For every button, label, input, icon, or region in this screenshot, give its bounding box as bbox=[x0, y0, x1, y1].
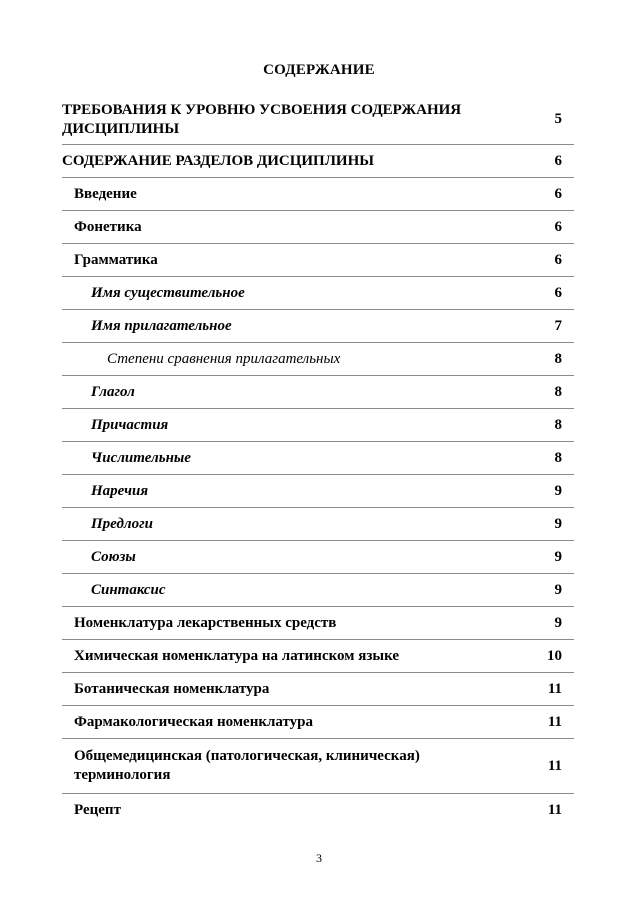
toc-entry-label: Союзы bbox=[91, 548, 136, 565]
toc-entry[interactable] bbox=[62, 673, 574, 706]
toc-entry-page: 11 bbox=[547, 713, 562, 730]
toc-entry-label: Числительные bbox=[91, 449, 191, 466]
toc-entry[interactable] bbox=[62, 277, 574, 310]
toc-entry-page: 11 bbox=[547, 757, 562, 774]
toc-entry-page: 8 bbox=[554, 416, 562, 433]
table-of-contents bbox=[62, 95, 574, 827]
toc-entry-label: Причастия bbox=[91, 416, 169, 433]
toc-entry[interactable] bbox=[62, 442, 574, 475]
toc-entry-page: 9 bbox=[554, 482, 562, 499]
toc-entry-page: 8 bbox=[554, 350, 562, 367]
toc-entry-label: Фонетика bbox=[74, 218, 142, 235]
toc-entry-page: 8 bbox=[554, 449, 562, 466]
toc-entry-page: 10 bbox=[547, 647, 562, 664]
toc-entry-label: Степени сравнения прилагательных bbox=[107, 350, 341, 367]
toc-entry-page: 8 bbox=[554, 383, 562, 400]
toc-entry-label: Грамматика bbox=[74, 251, 158, 268]
toc-entry[interactable] bbox=[62, 607, 574, 640]
toc-entry[interactable] bbox=[62, 145, 574, 178]
toc-entry-page: 9 bbox=[554, 515, 562, 532]
toc-entry-label: Синтаксис bbox=[91, 581, 166, 598]
toc-entry[interactable] bbox=[62, 310, 574, 343]
toc-entry[interactable] bbox=[62, 794, 574, 827]
toc-entry[interactable] bbox=[62, 343, 574, 376]
toc-entry-page: 9 bbox=[554, 548, 562, 565]
toc-entry-label: СОДЕРЖАНИЕ РАЗДЕЛОВ ДИСЦИПЛИНЫ bbox=[62, 152, 374, 169]
toc-entry-label: Имя существительное bbox=[91, 284, 245, 301]
toc-entry-label: Глагол bbox=[91, 383, 135, 400]
toc-entry[interactable] bbox=[62, 409, 574, 442]
toc-entry[interactable] bbox=[62, 244, 574, 277]
toc-entry[interactable] bbox=[62, 640, 574, 673]
toc-entry-label: Фармакологическая номенклатура bbox=[74, 713, 314, 730]
toc-entry[interactable] bbox=[62, 95, 574, 145]
toc-entry-label: Введение bbox=[74, 185, 137, 202]
toc-entry[interactable] bbox=[62, 739, 574, 794]
toc-entry[interactable] bbox=[62, 706, 574, 739]
toc-entry-page: 9 bbox=[554, 614, 562, 631]
toc-entry-page: 6 bbox=[554, 284, 562, 301]
toc-entry[interactable] bbox=[62, 541, 574, 574]
toc-entry-page: 6 bbox=[554, 251, 562, 268]
toc-entry-page: 6 bbox=[554, 185, 562, 202]
toc-entry-page: 11 bbox=[547, 680, 562, 697]
toc-entry-label: Наречия bbox=[91, 482, 149, 499]
toc-entry[interactable] bbox=[62, 211, 574, 244]
toc-entry-label: Предлоги bbox=[91, 515, 153, 532]
toc-entry-label: Общемедицинская (патологическая, клиническая) терминология bbox=[74, 748, 420, 783]
toc-entry[interactable] bbox=[62, 178, 574, 211]
toc-entry-page: 5 bbox=[554, 111, 562, 127]
toc-entry[interactable] bbox=[62, 475, 574, 508]
toc-entry[interactable] bbox=[62, 508, 574, 541]
toc-entry[interactable] bbox=[62, 376, 574, 409]
toc-entry-page: 6 bbox=[554, 152, 562, 169]
toc-entry-page: 11 bbox=[547, 802, 562, 818]
page-number: 3 bbox=[316, 851, 322, 865]
toc-entry[interactable] bbox=[62, 574, 574, 607]
toc-entry-label: Номенклатура лекарственных средств bbox=[74, 614, 337, 631]
toc-entry-label: Рецепт bbox=[74, 802, 121, 818]
toc-entry-page: 6 bbox=[554, 218, 562, 235]
toc-entry-label: ТРЕБОВАНИЯ К УРОВНЮ УСВОЕНИЯ СОДЕРЖАНИЯ ДИСЦИПЛИНЫ bbox=[62, 101, 462, 137]
toc-entry-label: Ботаническая номенклатура bbox=[74, 680, 270, 697]
page-title: СОДЕРЖАНИЕ bbox=[263, 62, 375, 78]
toc-entry-page: 7 bbox=[554, 317, 562, 334]
toc-entry-label: Химическая номенклатура на латинском языке bbox=[74, 647, 400, 664]
toc-entry-page: 9 bbox=[554, 581, 562, 598]
toc-entry-label: Имя прилагательное bbox=[91, 317, 232, 334]
